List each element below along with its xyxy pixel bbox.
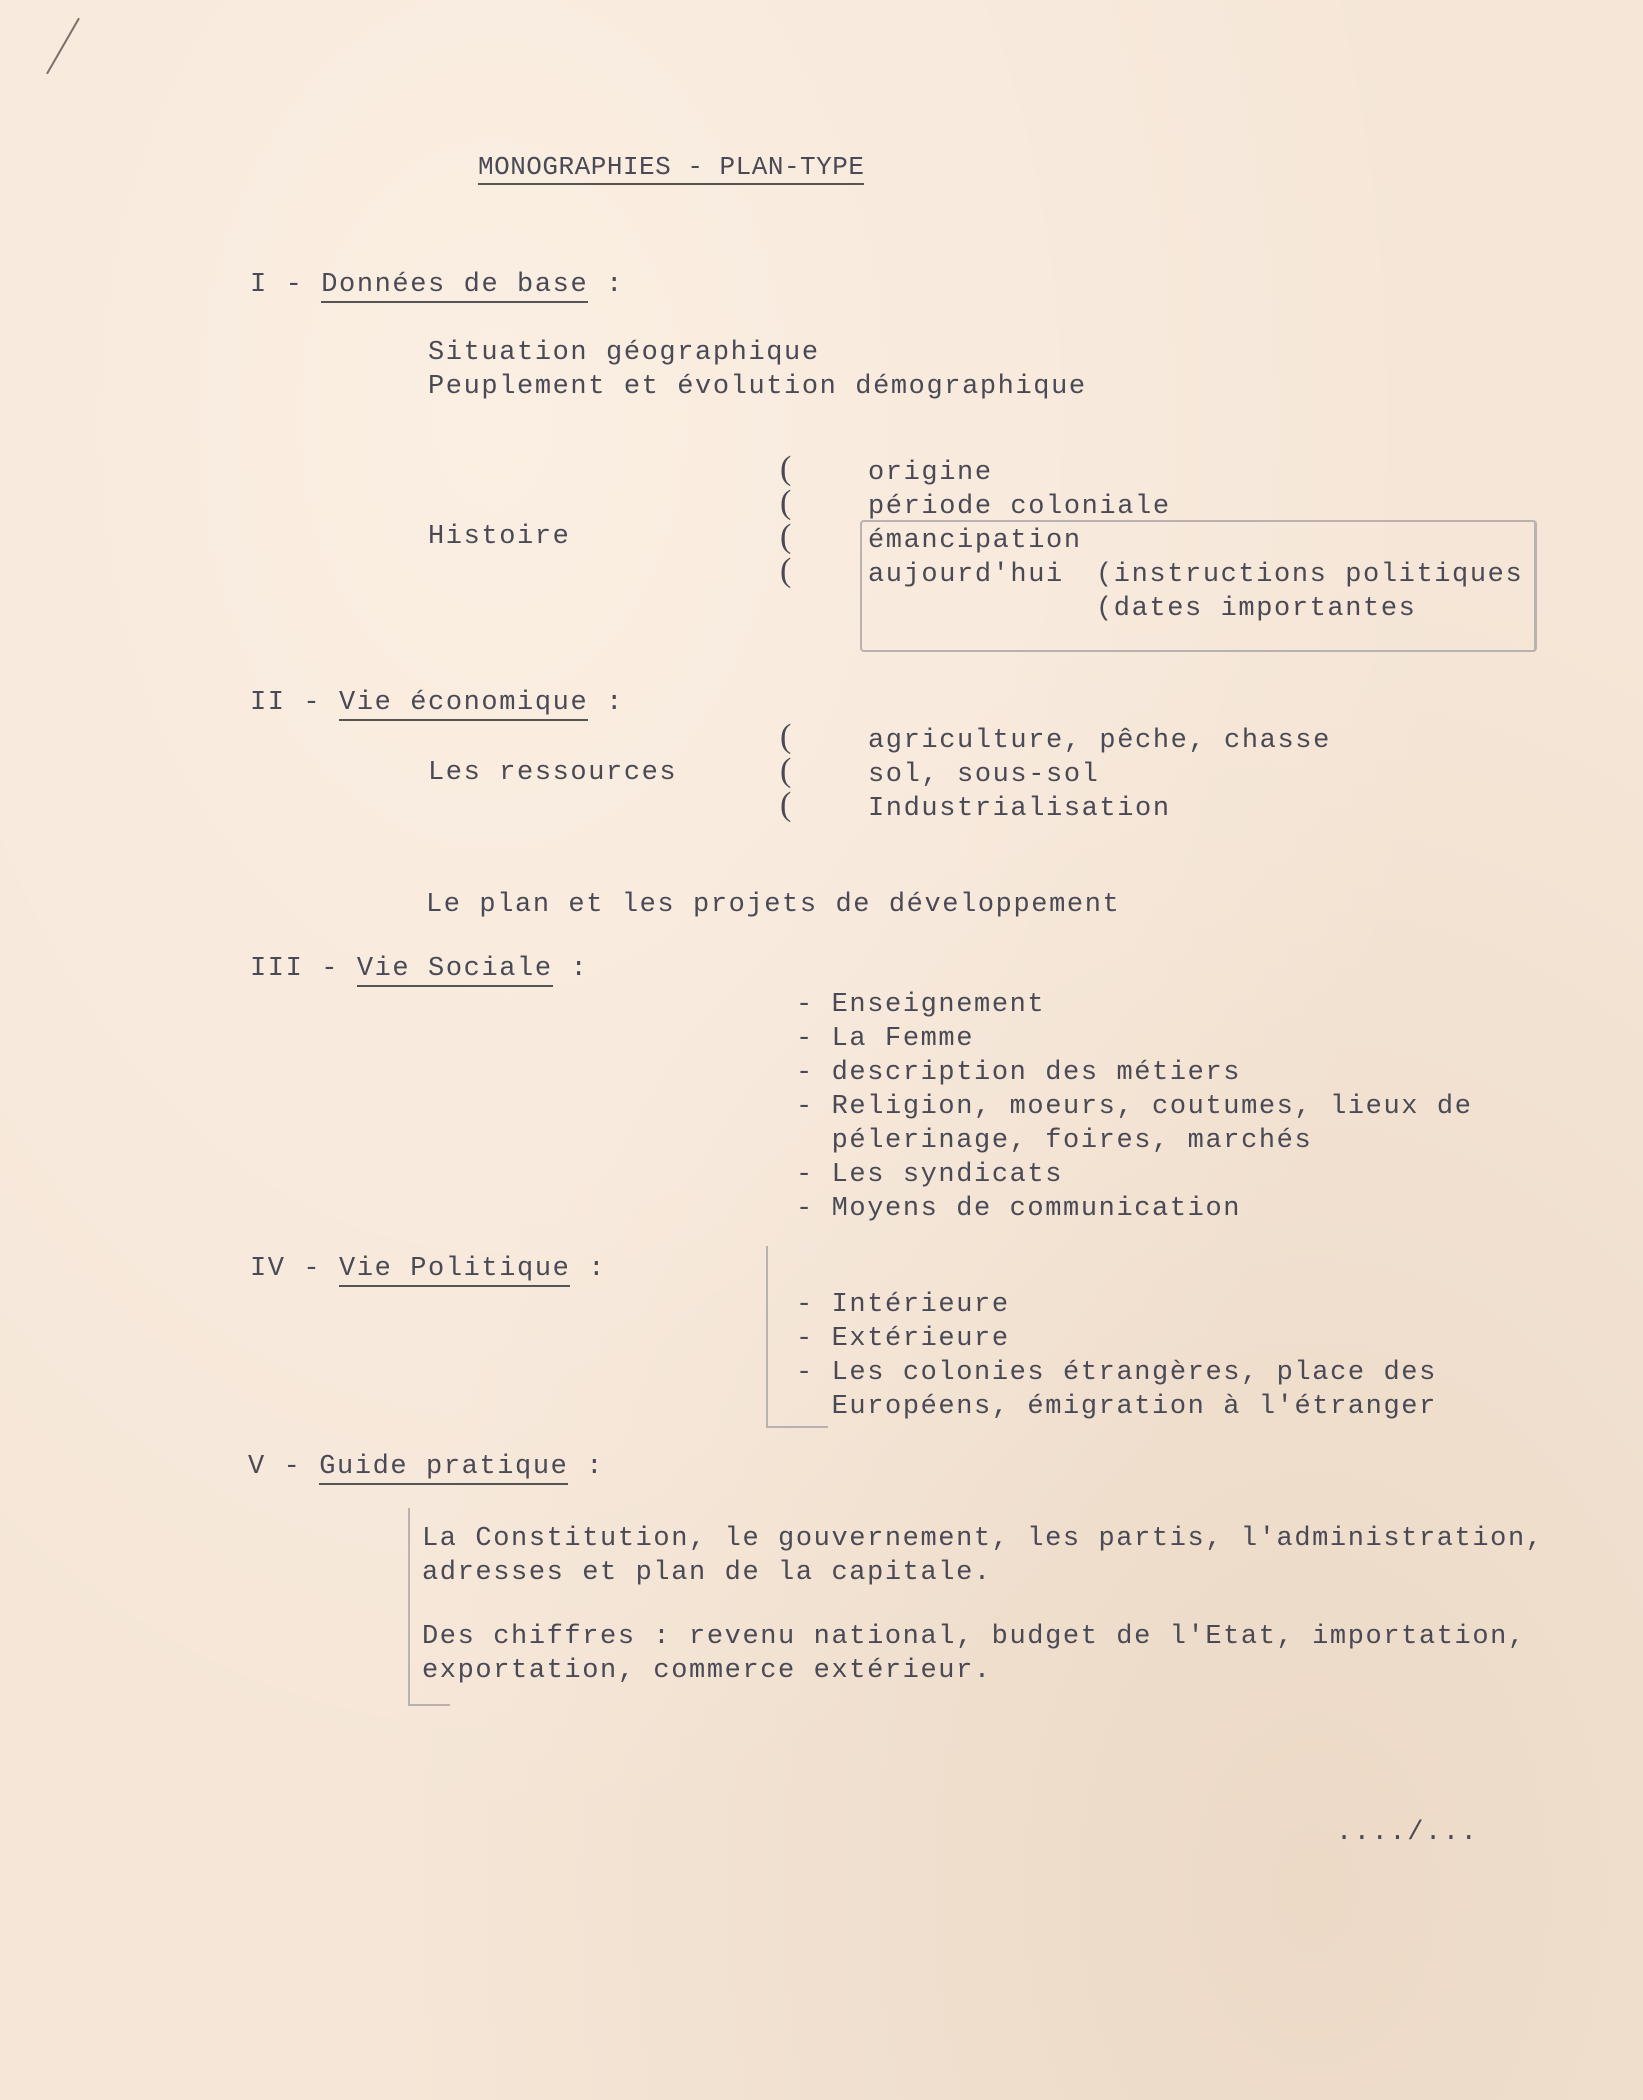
brace-paren: ( xyxy=(780,752,792,789)
vie-sociale-item: - La Femme xyxy=(796,1024,975,1054)
brace-paren: ( xyxy=(780,484,792,521)
brace-paren: ( xyxy=(780,718,792,755)
brace-paren: ( xyxy=(780,450,792,487)
plan-developpement-line: Le plan et les projets de développement xyxy=(426,890,1121,920)
brace-paren: ( xyxy=(780,552,792,589)
guide-paragraph-2-line: exportation, commerce extérieur. xyxy=(422,1656,992,1686)
ressource-item: sol, sous-sol xyxy=(868,760,1100,790)
section-5-heading: V - Guide pratique : xyxy=(248,1450,604,1484)
section-3-heading: III - Vie Sociale : xyxy=(250,952,588,986)
vie-sociale-item: - Les syndicats xyxy=(796,1160,1064,1190)
guide-paragraph-1-line: adresses et plan de la capitale. xyxy=(422,1558,992,1588)
section-1-line-1: Situation géographique xyxy=(428,338,820,368)
vie-sociale-item: - description des métiers xyxy=(796,1058,1242,1088)
document-title: MONOGRAPHIES - PLAN-TYPE xyxy=(478,150,864,184)
aujourdhui-sub-item: (instructions politiques xyxy=(1096,560,1524,590)
ressource-item: Industrialisation xyxy=(868,794,1171,824)
guide-paragraph-1-line: La Constitution, le gouvernement, les partis, l'administration, xyxy=(422,1524,1544,1554)
vie-politique-item: - Extérieure xyxy=(796,1324,1010,1354)
vie-politique-item: - Intérieure xyxy=(796,1290,1010,1320)
vie-politique-item: - Les colonies étrangères, place des xyxy=(796,1358,1437,1388)
section-1-heading: I - Données de base : xyxy=(250,268,624,302)
vie-sociale-item: pélerinage, foires, marchés xyxy=(796,1126,1313,1156)
histoire-item: aujourd'hui xyxy=(868,560,1064,590)
vie-politique-item: Européens, émigration à l'étranger xyxy=(796,1392,1437,1422)
section-2-heading: II - Vie économique : xyxy=(250,686,624,720)
brace-paren: ( xyxy=(780,518,792,555)
vie-sociale-item: - Religion, moeurs, coutumes, lieux de xyxy=(796,1092,1473,1122)
brace-paren: ( xyxy=(780,786,792,823)
ressource-item: agriculture, pêche, chasse xyxy=(868,726,1331,756)
section-1-line-2: Peuplement et évolution démographique xyxy=(428,372,1087,402)
histoire-label: Histoire xyxy=(428,522,571,552)
histoire-item: période coloniale xyxy=(868,492,1171,522)
histoire-item: origine xyxy=(868,458,993,488)
page-continuation-mark: ..../... xyxy=(1336,1818,1479,1848)
aujourdhui-sub-item: (dates importantes xyxy=(1096,594,1417,624)
ressources-label: Les ressources xyxy=(428,758,678,788)
section-4-heading: IV - Vie Politique : xyxy=(250,1252,606,1286)
histoire-item: émancipation xyxy=(868,526,1082,556)
pencil-box-mark xyxy=(860,520,1537,652)
vie-sociale-item: - Moyens de communication xyxy=(796,1194,1242,1224)
vie-sociale-item: - Enseignement xyxy=(796,990,1046,1020)
guide-paragraph-2-line: Des chiffres : revenu national, budget de l'Etat, importation, xyxy=(422,1622,1526,1652)
